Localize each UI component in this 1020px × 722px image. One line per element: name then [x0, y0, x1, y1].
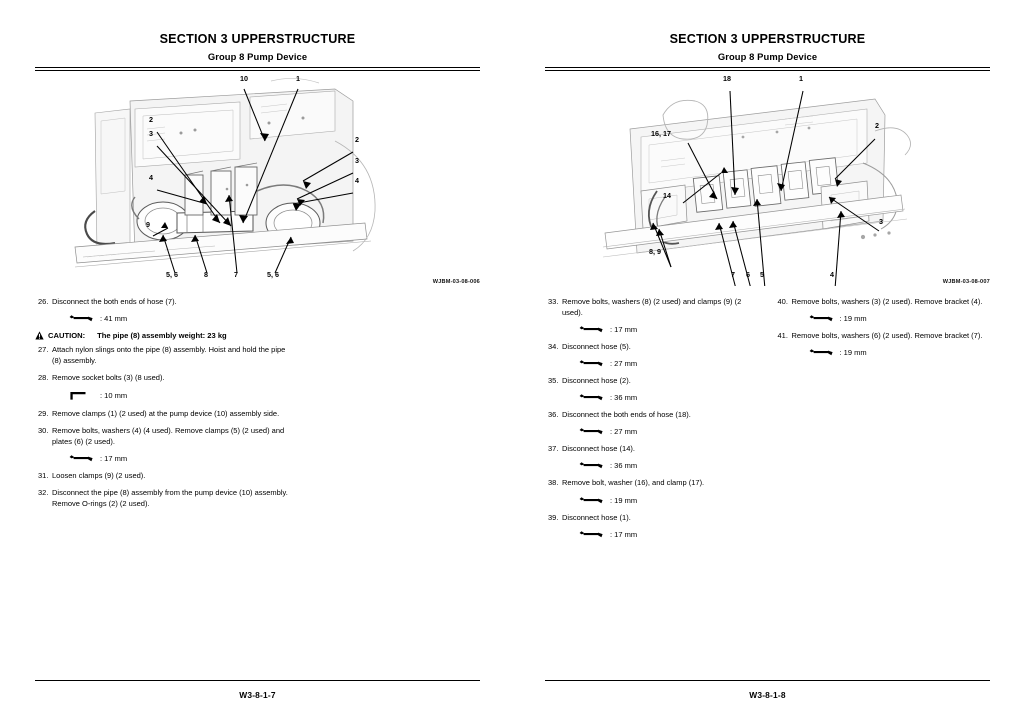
figure-right: [545, 71, 990, 293]
figure-illustration-right: [545, 71, 990, 286]
tool-size: : 41 mm: [100, 314, 128, 324]
callout-label: 1: [799, 74, 803, 84]
callout-label: 4: [830, 270, 834, 280]
callout-label: 3: [879, 217, 883, 227]
section-title: SECTION 3 UPPERSTRUCTURE: [669, 32, 866, 46]
figure-left: [35, 71, 480, 293]
tool-size: : 10 mm: [100, 391, 128, 401]
procedure-step: [775, 331, 991, 342]
step-number: 37.: [548, 444, 559, 454]
callout-label: 2: [875, 121, 879, 131]
procedure-step: [35, 488, 295, 509]
step-number: 34.: [548, 341, 559, 351]
group-title: Group 8 Pump Device: [717, 51, 818, 63]
step-number: 33.: [548, 297, 559, 307]
step-number: 29.: [38, 409, 49, 419]
procedure-step: [35, 426, 295, 447]
step-text: Remove bolts, washers (8) (2 used) and clamps (9) (2 used).: [562, 297, 742, 317]
procedure-step: [545, 410, 761, 421]
callout-label: 2: [149, 115, 153, 125]
tool-size: : 19 mm: [839, 348, 867, 358]
body-column: [545, 297, 761, 547]
open-end-wrench-icon: [579, 461, 605, 470]
step-number: 36.: [548, 410, 559, 420]
callout-label: 5: [760, 270, 764, 280]
callout-label: 14: [663, 191, 671, 201]
step-number: 30.: [38, 426, 49, 436]
step-text: Remove bolts, washers (6) (2 used). Remove bracket (7).: [791, 331, 983, 341]
open-end-wrench-icon: [579, 393, 605, 402]
callout-label: 5, 6: [166, 270, 178, 280]
procedure-step: [545, 478, 761, 489]
step-text: Loosen clamps (9) (2 used).: [52, 471, 146, 481]
tool-spec: [69, 390, 295, 401]
body-columns-right: [545, 297, 990, 547]
procedure-step: [545, 376, 761, 387]
step-text: Disconnect hose (2).: [562, 375, 631, 385]
procedure-step: [35, 409, 295, 420]
tool-spec: [579, 496, 761, 505]
tool-size: : 27 mm: [610, 358, 638, 368]
hex-key-icon: [69, 390, 95, 401]
page-header-right: [545, 0, 990, 71]
tool-spec: [579, 325, 761, 334]
procedure-step: [545, 513, 761, 524]
manual-page-right: [510, 0, 1020, 722]
open-end-wrench-icon: [579, 427, 605, 436]
page-number: W3-8-1-8: [749, 690, 786, 700]
open-end-wrench-icon: [69, 314, 95, 323]
step-text: Disconnect hose (5).: [562, 341, 631, 351]
open-end-wrench-icon: [579, 496, 605, 505]
callout-label: 7: [731, 270, 735, 280]
callout-label: 10: [240, 74, 248, 84]
figure-code: WJBM-03-08-006: [432, 279, 480, 286]
page-footer-right: [545, 680, 990, 700]
group-title: Group 8 Pump Device: [207, 51, 308, 63]
tool-spec: [809, 348, 991, 357]
step-number: 41.: [777, 331, 788, 341]
caution-note: [35, 331, 295, 340]
step-text: Remove clamps (1) (2 used) at the pump device (10) assembly side.: [52, 409, 280, 419]
procedure-step: [35, 345, 295, 366]
step-text: Disconnect hose (14).: [562, 444, 635, 454]
callout-label: 9: [146, 220, 150, 230]
step-number: 26.: [38, 297, 49, 307]
body-columns-left: [35, 297, 480, 516]
step-number: 40.: [777, 297, 788, 307]
tool-size: : 36 mm: [610, 393, 638, 403]
tool-size: : 27 mm: [610, 427, 638, 437]
step-text: Disconnect the both ends of hose (7).: [52, 297, 177, 307]
open-end-wrench-icon: [579, 359, 605, 368]
callout-label: 4: [149, 173, 153, 183]
callout-label: 7: [234, 270, 238, 280]
step-text: Remove bolt, washer (16), and clamp (17).: [562, 478, 705, 488]
step-text: Remove bolts, washers (3) (2 used). Remove bracket (4).: [791, 297, 983, 307]
figure-illustration-left: [35, 71, 480, 286]
step-text: Disconnect the pipe (8) assembly from the pump device (10) assembly. Remove O-rings (2) (2 used).: [52, 488, 288, 508]
caution-triangle-icon: [35, 331, 44, 340]
footer-rule: [545, 680, 990, 681]
step-text: Disconnect hose (1).: [562, 512, 631, 522]
procedure-step: [545, 297, 761, 318]
callout-label: 3: [355, 156, 359, 166]
tool-size: : 19 mm: [610, 495, 638, 505]
footer-rule: [35, 680, 480, 681]
caution-text: The pipe (8) assembly weight: 23 kg: [97, 331, 227, 341]
procedure-step: [35, 471, 295, 482]
step-text: Remove socket bolts (3) (8 used).: [52, 372, 165, 382]
step-number: 38.: [548, 478, 559, 488]
tool-size: : 17 mm: [610, 529, 638, 539]
step-number: 27.: [38, 345, 49, 355]
tool-spec: [69, 454, 295, 463]
step-text: Remove bolts, washers (4) (4 used). Remove clamps (5) (2 used) and plates (6) (2 used).: [52, 426, 285, 446]
tool-size: : 19 mm: [839, 314, 867, 324]
tool-size: : 36 mm: [610, 461, 638, 471]
page-footer-left: [35, 680, 480, 700]
callout-label: 2: [355, 135, 359, 145]
callout-label: 8, 9: [649, 247, 661, 257]
callout-label: 8: [204, 270, 208, 280]
callout-label: 3: [149, 129, 153, 139]
callout-label: 6: [746, 270, 750, 280]
page-number: W3-8-1-7: [239, 690, 276, 700]
callout-label: 16, 17: [651, 129, 671, 139]
callout-label: 5, 6: [267, 270, 279, 280]
step-number: 31.: [38, 471, 49, 481]
tool-spec: [579, 427, 761, 436]
procedure-step: [775, 297, 991, 308]
step-number: 28.: [38, 372, 49, 382]
tool-spec: [809, 314, 991, 323]
callout-label: 4: [355, 176, 359, 186]
tool-spec: [579, 393, 761, 402]
open-end-wrench-icon: [579, 325, 605, 334]
section-title: SECTION 3 UPPERSTRUCTURE: [159, 32, 356, 46]
tool-spec: [579, 530, 761, 539]
step-text: Disconnect the both ends of hose (18).: [562, 410, 691, 420]
tool-size: : 17 mm: [610, 324, 638, 334]
callout-label: 1: [296, 74, 300, 84]
callout-label: 18: [723, 74, 731, 84]
tool-spec: [69, 314, 295, 323]
step-number: 35.: [548, 375, 559, 385]
open-end-wrench-icon: [69, 454, 95, 463]
step-text: Attach nylon slings onto the pipe (8) assembly. Hoist and hold the pipe (8) assembly.: [52, 345, 286, 365]
tool-spec: [579, 359, 761, 368]
page-header-left: [35, 0, 480, 71]
open-end-wrench-icon: [809, 348, 835, 357]
open-end-wrench-icon: [809, 314, 835, 323]
tool-size: : 17 mm: [100, 454, 128, 464]
caution-label: CAUTION:: [48, 331, 86, 341]
procedure-step: [545, 342, 761, 353]
procedure-step: [545, 444, 761, 455]
figure-code: WJBM-03-08-007: [942, 279, 990, 286]
body-column: [775, 297, 991, 547]
tool-spec: [579, 461, 761, 470]
open-end-wrench-icon: [579, 530, 605, 539]
body-column: [35, 297, 295, 516]
step-number: 39.: [548, 512, 559, 522]
step-number: 32.: [38, 488, 49, 498]
procedure-step: [35, 373, 295, 384]
procedure-step: [35, 297, 295, 308]
